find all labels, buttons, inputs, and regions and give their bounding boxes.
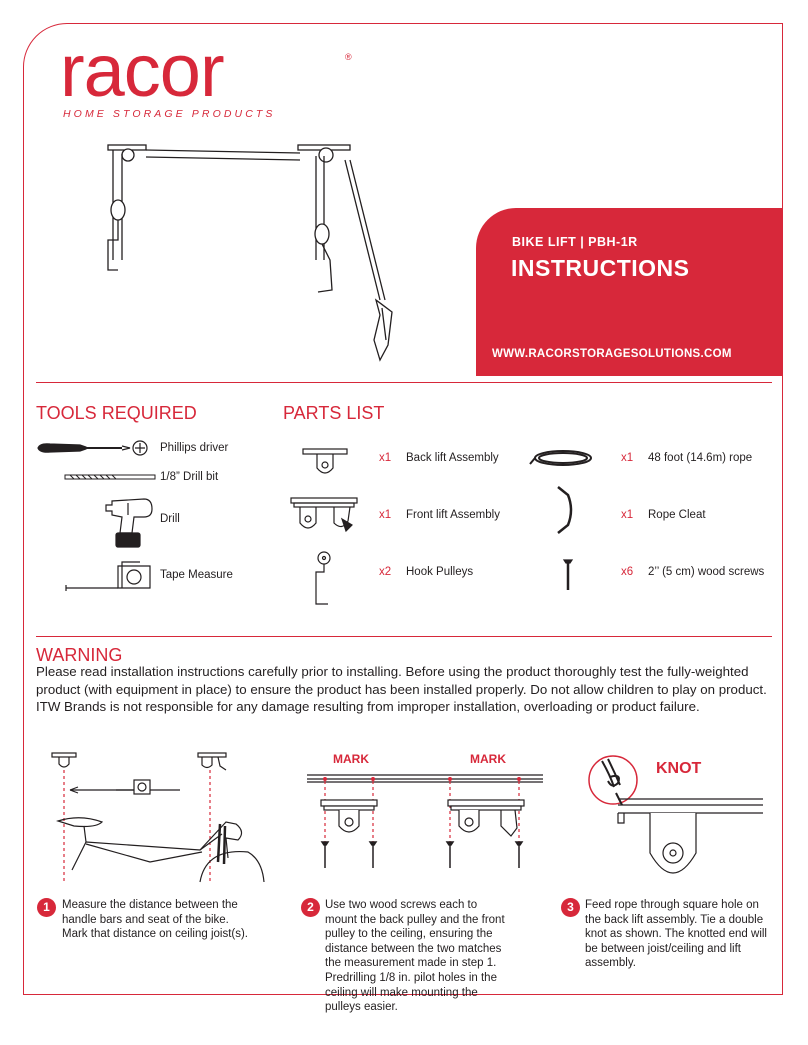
- step-3-number: 3: [561, 898, 580, 917]
- tool-label-phillips-driver: Phillips driver: [160, 442, 229, 454]
- part-qty-rope-cleat: x1: [621, 509, 634, 521]
- mark-label-1: MARK: [333, 752, 369, 766]
- mark-label-2: MARK: [470, 752, 506, 766]
- part-qty-front-lift: x1: [379, 509, 392, 521]
- step-2-text: Use two wood screws each to mount the back pulley and the front pulley to the ceiling, ensuring the distance between the two matches the measurement made in step 1. Predrilling 1/8 in. pilot holes in the ceiling will make mounting the pulleys easier.: [325, 899, 505, 1014]
- step-1-text: Measure the distance between the handle bars and seat of the bike. Mark that distance on ceiling joist(s).: [62, 899, 248, 941]
- website-link[interactable]: WWW.RACORSTORAGESOLUTIONS.COM: [492, 348, 732, 360]
- step3-knot-illustration: [588, 753, 763, 888]
- part-label-wood-screws: 2’’ (5 cm) wood screws: [648, 566, 765, 578]
- tools-heading: TOOLS REQUIRED: [36, 403, 197, 423]
- part-qty-back-lift: x1: [379, 452, 392, 464]
- back-lift-assembly-icon: [302, 448, 348, 478]
- part-label-back-lift: Back lift Assembly: [406, 452, 499, 464]
- part-qty-rope: x1: [621, 452, 634, 464]
- rope-cleat-icon: [554, 485, 578, 535]
- step-2-number: 2: [301, 898, 320, 917]
- brand-name: racor: [60, 29, 224, 112]
- tool-label-tape-measure: Tape Measure: [160, 569, 233, 581]
- part-qty-wood-screws: x6: [621, 566, 634, 578]
- drill-icon: [104, 493, 154, 551]
- divider-top: [36, 382, 772, 383]
- drill-bit-icon: [64, 473, 156, 481]
- racor-logo: [60, 29, 360, 122]
- warning-heading: WARNING: [36, 645, 123, 665]
- rope-icon: [532, 448, 594, 468]
- part-qty-hook-pulleys: x2: [379, 566, 392, 578]
- divider-warning: [36, 636, 772, 637]
- parts-heading: PARTS LIST: [283, 403, 385, 423]
- step-1-number: 1: [37, 898, 56, 917]
- part-label-front-lift: Front lift Assembly: [406, 509, 500, 521]
- product-line: BIKE LIFT | PBH-1R: [512, 235, 638, 249]
- part-label-hook-pulleys: Hook Pulleys: [406, 566, 474, 578]
- step-3-text: Feed rope through square hole on the back lift assembly. Tie a double knot as shown. The knotted end will be between joist/ceiling and lift assembly.: [585, 899, 767, 970]
- knot-label: KNOT: [656, 760, 702, 777]
- hook-pulley-icon: [312, 550, 338, 606]
- header-banner: [476, 208, 783, 376]
- registered-mark: ®: [345, 52, 352, 62]
- part-label-rope: 48 foot (14.6m) rope: [648, 452, 753, 464]
- wood-screw-icon: [563, 558, 573, 592]
- bike-lift-illustration: [100, 140, 400, 380]
- brand-tagline: HOME STORAGE PRODUCTS: [63, 108, 276, 120]
- part-label-rope-cleat: Rope Cleat: [648, 509, 706, 521]
- front-lift-assembly-icon: [290, 497, 358, 537]
- tape-measure-icon: [64, 560, 154, 592]
- page-title: INSTRUCTIONS: [511, 255, 690, 281]
- tool-label-drill-bit: 1/8” Drill bit: [160, 471, 219, 483]
- tool-label-drill: Drill: [160, 513, 180, 525]
- warning-text: Please read installation instructions carefully prior to installing. Before using the product thoroughly test the fully-weighted product (with equipment in place) to ensure the product has been installed properly. Do not allow children to play on product. ITW Brands is not responsible for any damage resulting from improper installation, overloading or product failure.: [36, 664, 767, 714]
- step1-measure-illustration: [50, 752, 270, 882]
- step2-mounting-illustration: [305, 770, 545, 870]
- screwdriver-icon: [36, 440, 154, 456]
